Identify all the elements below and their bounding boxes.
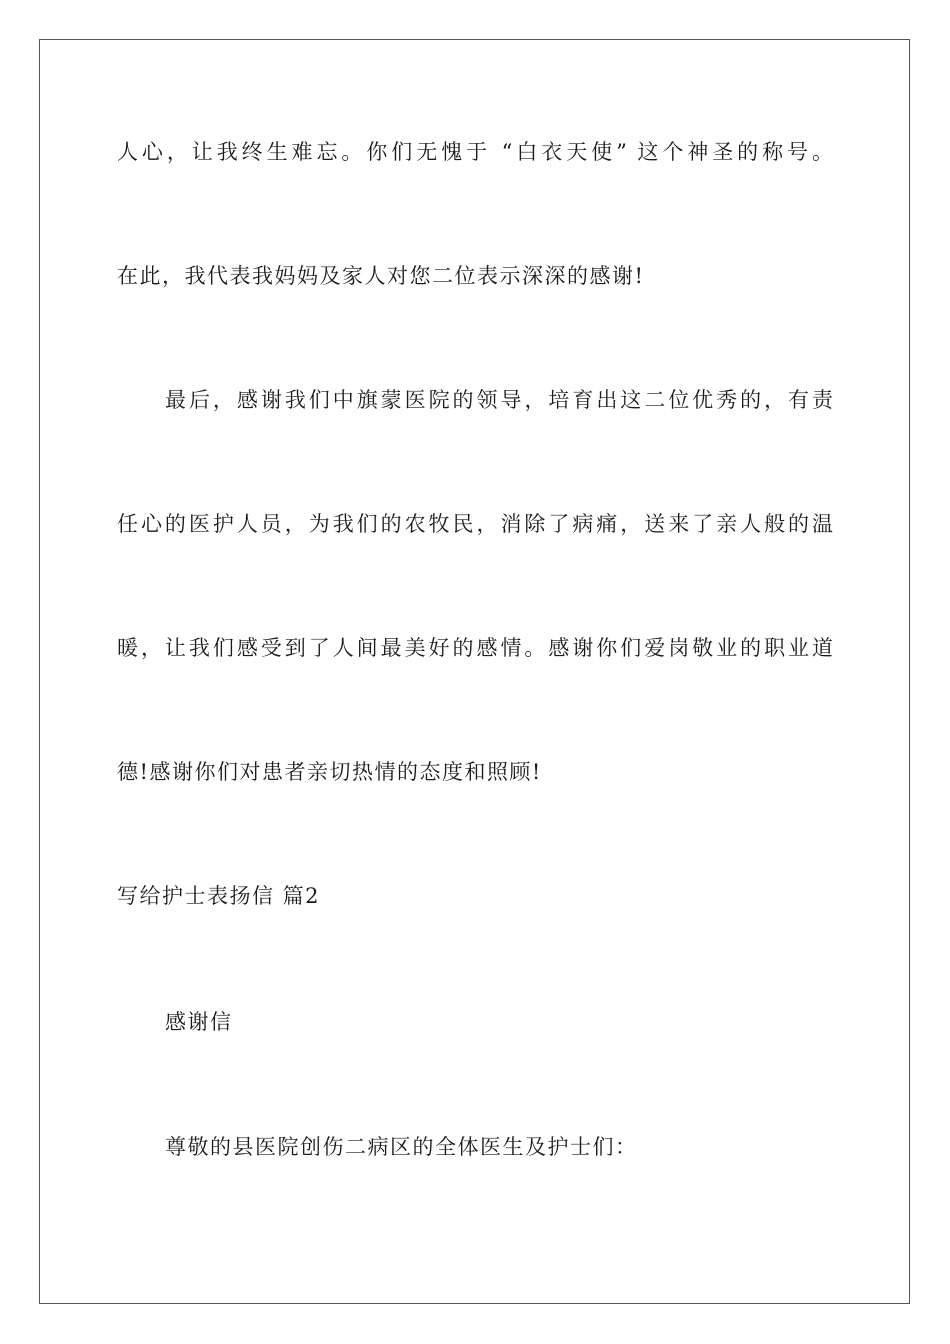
paragraph-line-1: 人心，让我终生难忘。你们无愧于 “白衣天使” 这个神圣的称号。: [117, 140, 833, 164]
salutation: 尊敬的县医院创伤二病区的全体医生及护士们：: [165, 1135, 638, 1159]
letter-title: 感谢信: [165, 1010, 233, 1034]
paragraph-line-5: 暖，让我们感受到了人间最美好的感情。感谢你们爱岗敬业的职业道: [117, 636, 833, 660]
paragraph-line-2: 在此，我代表我妈妈及家人对您二位表示深深的感谢!: [117, 264, 645, 288]
paragraph-line-4: 任心的医护人员，为我们的农牧民，消除了病痛，送来了亲人般的温: [117, 512, 833, 536]
paragraph-line-3: 最后，感谢我们中旗蒙医院的领导，培育出这二位优秀的，有责: [165, 388, 833, 412]
paragraph-line-6: 德!感谢你们对患者亲切热情的态度和照顾!: [117, 760, 542, 784]
page-border: [39, 39, 910, 1304]
section-heading: 写给护士表扬信 篇2: [117, 884, 321, 908]
